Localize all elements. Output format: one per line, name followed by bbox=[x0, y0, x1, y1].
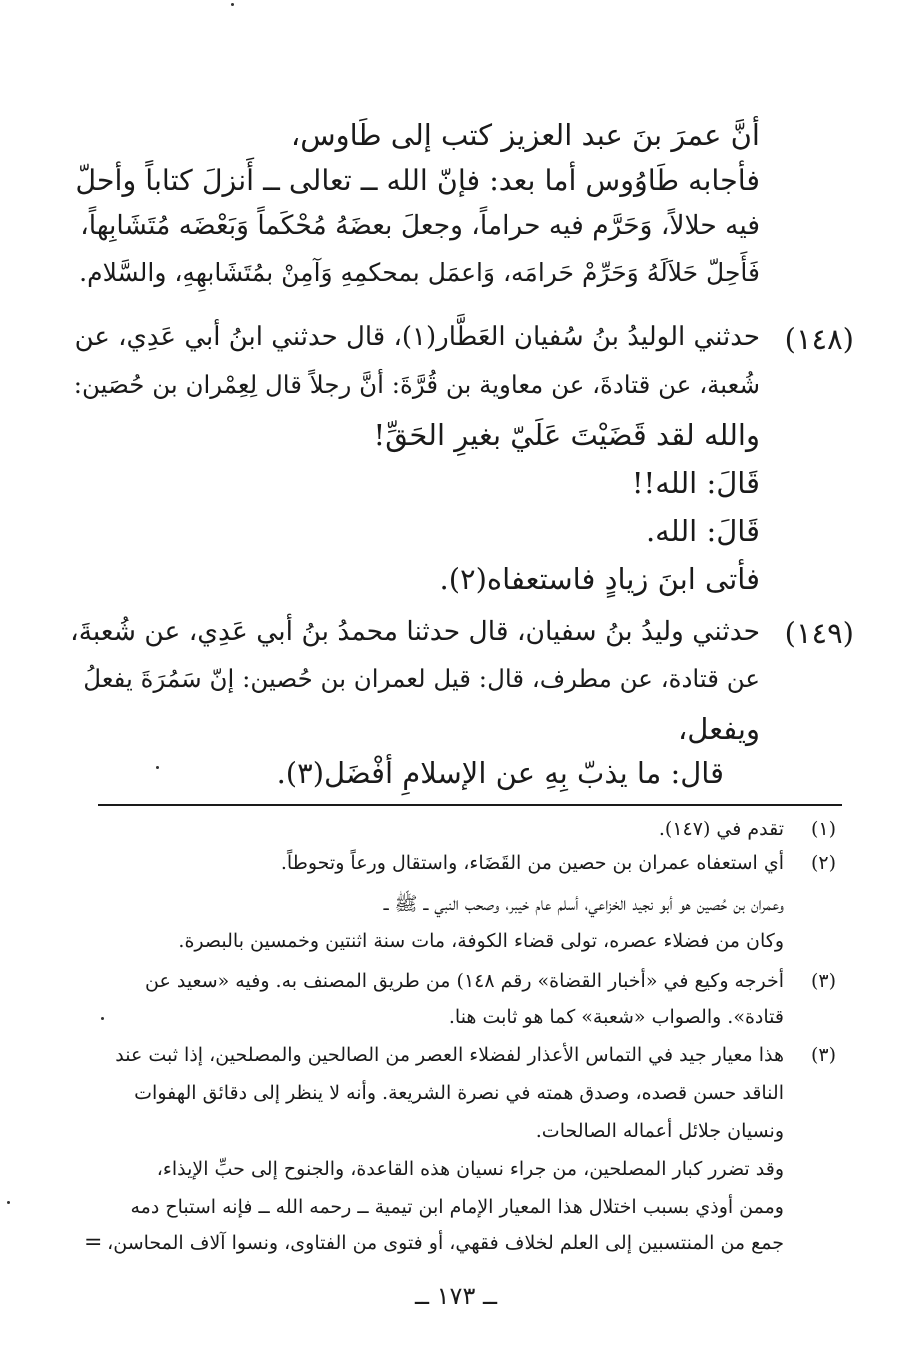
main-line: فأتى ابنَ زيادٍ فاستعفاه(٢). bbox=[439, 562, 760, 596]
page-number: ــ ١٧٣ ــ bbox=[414, 1282, 498, 1310]
footnote-line: وكان من فضلاء عصره، تولى قضاء الكوفة، مات سنة اثنتين وخمسين بالبصرة. bbox=[178, 930, 784, 952]
main-line: حدثني الوليدُ بنُ سُفيان العَطَّار(١)، قال حدثني ابنُ أبي عَدِي، عن bbox=[74, 322, 760, 352]
footnote-line: أخرجه وكيع في «أخبار القضاة» رقم ١٤٨) من طريق المصنف به. وفيه «سعيد عن bbox=[145, 970, 784, 992]
footnote-line: قتادة». والصواب «شعبة» كما هو ثابت هنا. bbox=[448, 1006, 784, 1028]
footnote-line: ونسيان جلائل أعماله الصالحات. bbox=[535, 1120, 784, 1142]
footnote-marker: (٣) bbox=[810, 1044, 836, 1066]
entry-number-148: (١٤٨) bbox=[784, 322, 854, 356]
footnote-line: أي استعفاه عمران بن حصين من القَضَاء، واستقال ورعاً وتحوطاً. bbox=[280, 852, 784, 874]
entry-number-149: (١٤٩) bbox=[784, 616, 854, 650]
speck bbox=[101, 1017, 104, 1020]
speck bbox=[156, 766, 159, 769]
footnote-line: هذا معيار جيد في التماس الأعذار لفضلاء العصر من الصالحين والمصلحين، إذا ثبت عند bbox=[115, 1044, 784, 1066]
footnote-line: وقد تضرر كبار المصلحين، من جراء نسيان هذه القاعدة، والجنوح إلى حبِّ الإيذاء، bbox=[156, 1158, 784, 1180]
footnote-line: تقدم في (١٤٧). bbox=[658, 818, 784, 840]
footnote-line: وممن أوذي بسبب اختلال هذا المعيار الإمام ابن تيمية ــ رحمه الله ــ فإنه استباح دمه bbox=[130, 1196, 784, 1218]
main-line: ويفعل، bbox=[677, 712, 760, 746]
main-line: قَالَ: الله. bbox=[645, 514, 760, 548]
speck bbox=[231, 3, 234, 6]
main-line: قَالَ: الله!! bbox=[631, 466, 760, 500]
continuation-mark: = bbox=[84, 1230, 103, 1255]
main-line: والله لقد قَضَيْتَ عَلَيّ بغيرِ الحَقِّ! bbox=[373, 418, 760, 452]
main-line: فأجابه طَاوُوس أما بعد: فإنّ الله ــ تعالى ــ أَنزلَ كتاباً وأحلّ bbox=[75, 164, 760, 197]
footnote-line: وعمران بن حُصين هو أبو نجيد الخزاعي، أسلم عام خيبر، وصحب النبي ــ ﷺ ــ bbox=[383, 893, 784, 915]
footnote-separator bbox=[98, 804, 842, 806]
footnote-marker: (٣) bbox=[810, 970, 836, 992]
footnote-line: الناقد حسن قصده، وصدق همته في نصرة الشريعة. وأنه لا ينظر إلى دقائق الهفوات bbox=[134, 1082, 784, 1104]
footnote-line: جمع من المنتسبين إلى العلم لخلاف فقهي، أو فتوى من الفتاوى، ونسوا آلاف المحاسن، bbox=[107, 1232, 784, 1254]
main-line: حدثني وليدُ بنُ سفيان، قال حدثنا محمدُ بنُ أبي عَدِي، عن شُعبةَ، bbox=[70, 616, 760, 647]
main-line: فيه حلالاً، وَحَرَّم فيه حراماً، وجعلَ بعضَهُ مُحْكَماً وَبَعْضَه مُتَشَابِهاً، bbox=[80, 210, 760, 241]
main-line: شُعبة، عن قتادةَ، عن معاوية بن قُرَّةَ: أنَّ رجلاً قال لِعِمْران بن حُصَين: bbox=[73, 370, 760, 399]
footnote-marker: (٢) bbox=[810, 852, 836, 874]
main-line: عن قتادة، عن مطرف، قال: قيل لعمران بن حُصين: إنّ سَمُرَةَ يفعلُ bbox=[83, 664, 760, 693]
main-line: فَأَحِلّ حَلاَلَهُ وَحَرِّمْ حَرامَه، وَاعمَل بمحكمِهِ وَآمِنْ بمُتَشَابهِهِ، والسَّلام. bbox=[79, 258, 760, 287]
main-line: قال: ما يذبّ بِهِ عن الإسلامِ أفْضَل(٣). bbox=[276, 756, 724, 790]
main-line: أنَّ عمرَ بنَ عبد العزيز كتب إلى طَاوس، bbox=[290, 118, 760, 152]
footnote-marker: (١) bbox=[810, 818, 836, 840]
speck bbox=[7, 1201, 10, 1204]
